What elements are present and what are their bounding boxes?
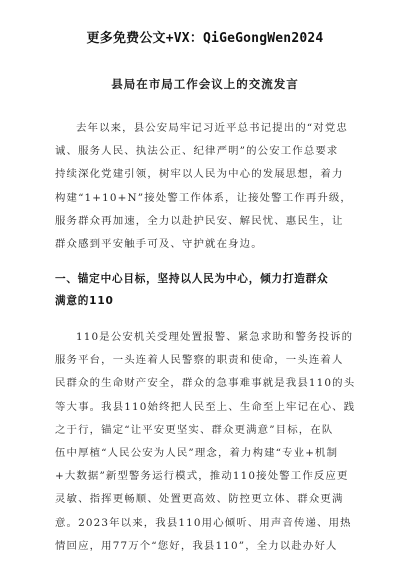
- section-heading: [55, 268, 365, 312]
- paragraph-line: 之于行，锚定“让平安更坚实、群众更满意”目标，在队: [55, 423, 334, 436]
- intro-paragraph: [55, 117, 359, 256]
- paragraph-line: 情回应，用77万个“您好，我县110”，全力以赴办好人: [55, 539, 338, 552]
- paragraph-line: 去年以来，县公安局牢记习近平总书记提出的“对党忠: [76, 122, 348, 134]
- paragraph-line: 服务群众再加速，全力以赴护民安、解民忧、惠民生，让: [55, 214, 344, 227]
- paragraph-line: 服务平台，一头连着人民警察的职责和使命，一头连着人: [55, 354, 344, 367]
- heading-line: 满意的110: [55, 295, 114, 307]
- paragraph-line: 持续深化党建引领，树牢以人民为中心的发展思想，着力: [55, 168, 344, 181]
- paragraph-line: 民群众的生命财产安全，群众的急事难事就是我县110的头: [55, 377, 356, 390]
- promo-banner: 更多免费公文+VX：QiGeGongWen2024: [86, 31, 324, 46]
- paragraph-line: 诚、服务人民、执法公正、纪律严明”的公安工作总要求: [55, 145, 339, 158]
- paragraph-line: 等大事。我县110始终把人民至上、生命至上牢记在心、践: [55, 400, 356, 413]
- paragraph-line: 构建“1+10+N”接处警工作体系，让接处警工作再升级，: [55, 191, 352, 204]
- heading-line: 一、锚定中心目标，坚持以人民为中心，倾力打造群众: [55, 273, 329, 285]
- paragraph-line: 群众感到平安触手可及、守护就在身边。: [55, 237, 263, 250]
- paragraph-line: 意。2023年以来，我县110用心倾听、用声音传递、用热: [55, 516, 352, 529]
- paragraph-line: 灵敏、指挥更畅顺、处置更高效、防控更立体、群众更满: [55, 493, 344, 506]
- paragraph-line: 110是公安机关受理处置报警、紧急求助和警务投诉的: [76, 331, 354, 343]
- section-paragraph: [55, 326, 359, 558]
- document-title: 县局在市局工作会议上的交流发言: [111, 77, 299, 91]
- paragraph-line: 伍中厚植“人民公安为人民”理念，着力构建“专业+机制: [55, 446, 339, 459]
- paragraph-line: +大数据”新型警务运行模式，推动110接处警工作反应更: [55, 470, 349, 483]
